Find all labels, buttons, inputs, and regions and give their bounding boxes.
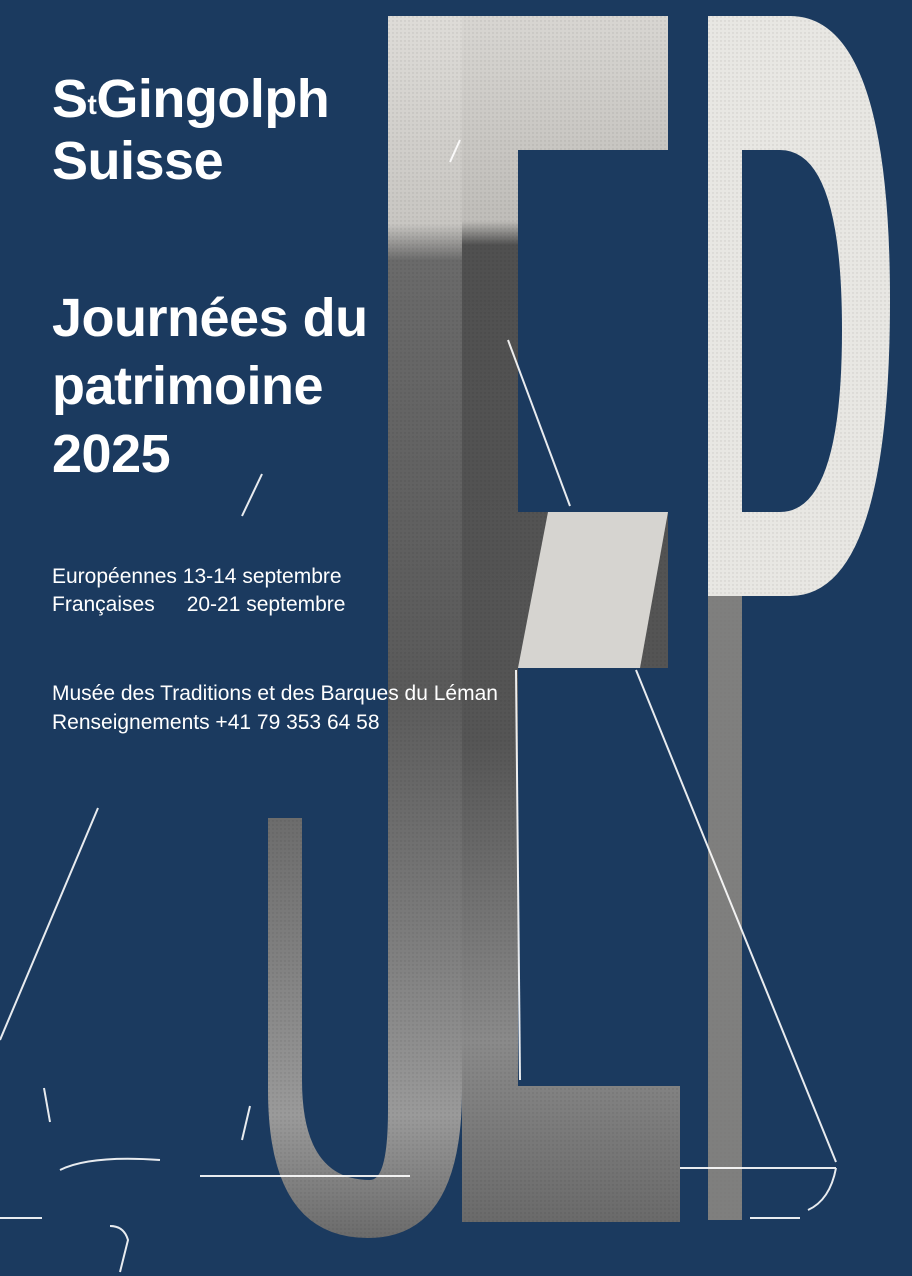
town-name-line: $S^tGingolph$ xyxy=(52,69,330,129)
title-line-1: Journées du xyxy=(52,288,368,348)
title-line-2: patrimoine xyxy=(52,356,324,416)
dates-european: Européennes 13-14 septembre xyxy=(52,565,342,588)
letter-j-shape xyxy=(268,16,462,1238)
event-dates xyxy=(52,563,345,619)
title-year: 2025 xyxy=(52,424,171,484)
dates-french: Françaises 20-21 septembre xyxy=(52,593,346,616)
letter-p-shape xyxy=(708,16,890,1220)
town-name: Gingolph xyxy=(96,69,330,129)
letter-e-shape xyxy=(462,16,680,1222)
museum-name: Musée des Traditions et des Barques du Léman xyxy=(52,682,498,705)
event-title xyxy=(52,284,368,488)
phone-info: Renseignements +41 79 353 64 58 xyxy=(52,711,380,734)
country-name: Suisse xyxy=(52,131,224,191)
saint-superscript: t xyxy=(87,89,97,120)
town-heading xyxy=(52,68,329,192)
venue-info xyxy=(52,679,498,737)
